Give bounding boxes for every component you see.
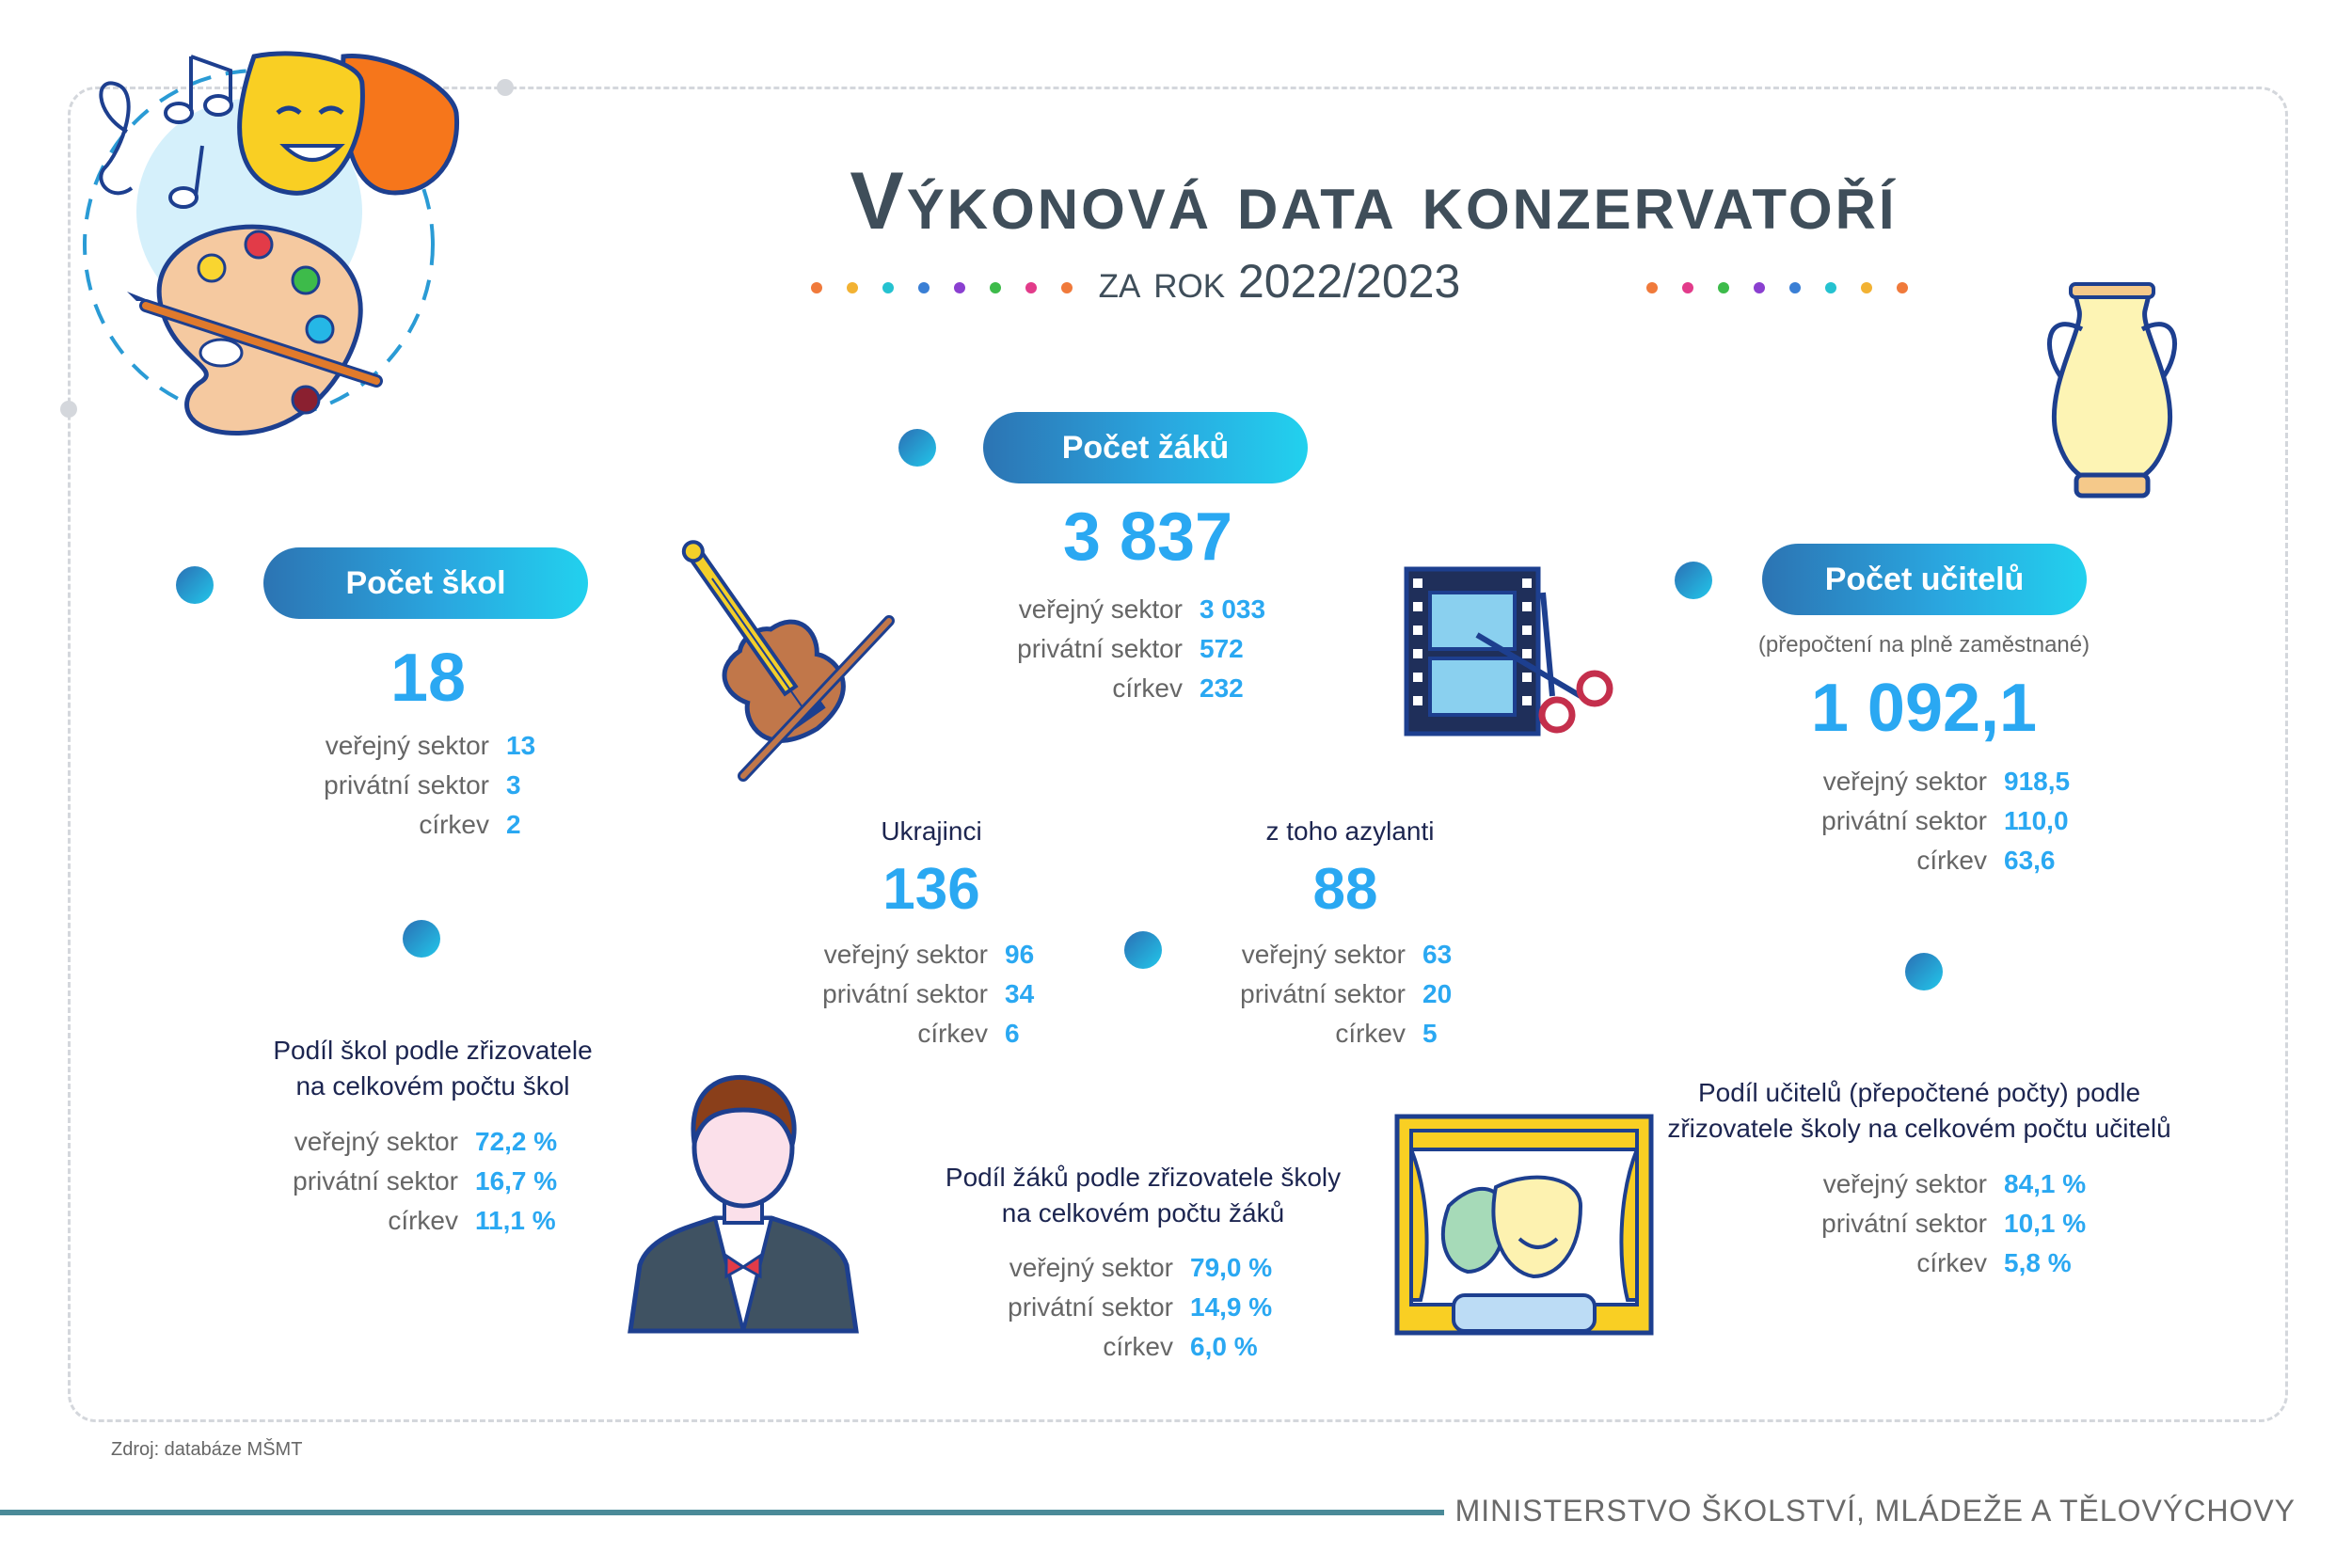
dot (811, 282, 822, 293)
pupils-breakdown (983, 590, 1265, 708)
row-label: veřejný sektor (1822, 1169, 1987, 1198)
row (983, 590, 1265, 629)
row (1769, 762, 2070, 801)
row-label: církev (1112, 673, 1183, 703)
asylum-label: z toho azylanti (1265, 816, 1435, 846)
ukrainians-label: Ukrajinci (881, 816, 982, 846)
row-value: 79,0 % (1190, 1253, 1273, 1282)
theatre-stage-icon (1392, 1112, 1656, 1338)
decor-dots-right (1646, 282, 1908, 295)
bullet-share-teachers (1905, 953, 1943, 990)
row (259, 1201, 557, 1241)
vase-icon (2037, 273, 2187, 508)
row (263, 726, 535, 766)
footer-rule (0, 1510, 1444, 1515)
row-value: 14,9 % (1190, 1292, 1273, 1322)
row (983, 669, 1265, 708)
dot (1025, 282, 1037, 293)
teachers-total: 1 092,1 (1810, 671, 2038, 746)
violin-icon (630, 522, 922, 795)
row (259, 1122, 557, 1162)
ukrainians-total: 136 (882, 857, 980, 922)
row-value: 13 (506, 731, 536, 760)
share-schools-breakdown (259, 1122, 557, 1241)
decor-dots-left (811, 282, 1073, 295)
share-teachers-caption (1665, 1075, 2173, 1147)
row-value: 96 (1005, 940, 1035, 969)
dot (1061, 282, 1073, 293)
row-label: veřejný sektor (1822, 767, 1987, 796)
row-value: 5 (1422, 1019, 1438, 1048)
row (1769, 841, 2070, 880)
row (1769, 1204, 2086, 1243)
row-value: 63 (1422, 940, 1453, 969)
schools-breakdown (263, 726, 535, 845)
row (1769, 801, 2070, 841)
row-label: privátní sektor (1008, 1292, 1173, 1322)
row-value: 572 (1200, 634, 1244, 663)
caption-line: Podíl škol podle zřizovatele (273, 1036, 593, 1065)
row-label: veřejný sektor (1018, 594, 1183, 624)
row-value: 918,5 (2004, 767, 2071, 796)
row-label: církev (1916, 846, 1987, 875)
dot (1646, 282, 1658, 293)
row (1225, 974, 1452, 1014)
row (983, 629, 1265, 669)
row (263, 805, 535, 845)
row (983, 1327, 1272, 1367)
row-label: církev (1103, 1332, 1173, 1361)
row-label: veřejný sektor (823, 940, 988, 969)
caption-line: Podíl žáků podle zřizovatele školy (945, 1163, 1342, 1192)
dot (1718, 282, 1729, 293)
dot (918, 282, 930, 293)
row-value: 5,8 % (2004, 1248, 2072, 1277)
bullet-teachers (1675, 562, 1712, 599)
row-value: 2 (506, 810, 521, 839)
row (807, 935, 1034, 974)
asylum-total: 88 (1312, 857, 1378, 922)
share-teachers-breakdown (1769, 1164, 2086, 1283)
row-value: 34 (1005, 979, 1035, 1008)
share-schools-caption (235, 1033, 630, 1104)
dot (882, 282, 894, 293)
bullet-schools (176, 566, 214, 604)
row-value: 110,0 (2004, 806, 2069, 835)
row-value: 11,1 % (475, 1206, 556, 1235)
row (983, 1288, 1272, 1327)
row-value: 63,6 (2004, 846, 2056, 875)
row-label: veřejný sektor (325, 731, 489, 760)
caption-line: na celkovém počtu škol (295, 1071, 570, 1101)
bullet-share-schools (403, 920, 440, 958)
row (807, 1014, 1034, 1053)
row-label: privátní sektor (1240, 979, 1406, 1008)
row (263, 766, 535, 805)
row (807, 974, 1034, 1014)
row (259, 1162, 557, 1201)
source-note: Zdroj: databáze MŠMT (111, 1439, 303, 1460)
row-value: 6 (1005, 1019, 1020, 1048)
row-label: privátní sektor (293, 1166, 458, 1196)
row-label: privátní sektor (1821, 1209, 1987, 1238)
row-label: veřejný sektor (1009, 1253, 1173, 1282)
bullet-pupils (898, 429, 936, 467)
row-value: 10,1 % (2004, 1209, 2087, 1238)
musician-icon (621, 1068, 866, 1336)
row-value: 72,2 % (475, 1127, 558, 1156)
row-label: privátní sektor (822, 979, 988, 1008)
row (1769, 1243, 2086, 1283)
teachers-note: (přepočtení na plně zaměstnané) (1757, 632, 2090, 657)
dot (1754, 282, 1765, 293)
pupils-total: 3 837 (1062, 499, 1233, 575)
pill-teachers: Počet učitelů (1762, 544, 2087, 615)
caption-line: zřizovatele školy na celkovém počtu učitelů (1667, 1114, 2171, 1143)
share-pupils-breakdown (983, 1248, 1272, 1367)
ukrainians-breakdown (807, 935, 1034, 1053)
row-value: 6,0 % (1190, 1332, 1258, 1361)
row (983, 1248, 1272, 1288)
dot (1861, 282, 1872, 293)
frame-corner-dot (497, 79, 514, 96)
arts-illustration (38, 19, 489, 451)
row (1225, 935, 1452, 974)
dot (954, 282, 965, 293)
row-value: 20 (1422, 979, 1453, 1008)
row-label: privátní sektor (1017, 634, 1183, 663)
row (1769, 1164, 2086, 1204)
dot (847, 282, 858, 293)
row-value: 232 (1200, 673, 1244, 703)
pill-schools: Počet škol (263, 547, 588, 619)
dot (1789, 282, 1801, 293)
row-label: církev (388, 1206, 458, 1235)
bullet-center (1124, 931, 1162, 969)
row-label: církev (1335, 1019, 1406, 1048)
dot (990, 282, 1001, 293)
row-label: veřejný sektor (294, 1127, 458, 1156)
row-label: privátní sektor (324, 770, 489, 800)
row-label: privátní sektor (1821, 806, 1987, 835)
row-label: církev (917, 1019, 988, 1048)
row-label: veřejný sektor (1241, 940, 1406, 969)
film-scissors-icon (1402, 564, 1628, 743)
asylum-breakdown (1225, 935, 1452, 1053)
dot (1682, 282, 1693, 293)
row-value: 16,7 % (475, 1166, 558, 1196)
dot (1825, 282, 1836, 293)
dot (1897, 282, 1908, 293)
schools-total: 18 (389, 641, 467, 716)
row-value: 3 (506, 770, 521, 800)
ministry-name: MINISTERSTVO ŠKOLSTVÍ, MLÁDEŽE A TĚLOVÝCHOVY (1454, 1494, 2296, 1528)
row-label: církev (419, 810, 489, 839)
row-label: církev (1916, 1248, 1987, 1277)
row (1225, 1014, 1452, 1053)
pill-pupils: Počet žáků (983, 412, 1308, 483)
page-subtitle: za rok 2022/2023 (1098, 255, 1461, 308)
row-value: 84,1 % (2004, 1169, 2087, 1198)
teachers-breakdown (1769, 762, 2070, 880)
caption-line: na celkovém počtu žáků (1001, 1198, 1285, 1227)
row-value: 3 033 (1200, 594, 1266, 624)
page-title: Výkonová data konzervatoří (850, 156, 1898, 246)
share-pupils-caption (927, 1160, 1359, 1231)
caption-line: Podíl učitelů (přepočtené počty) podle (1697, 1078, 2141, 1107)
